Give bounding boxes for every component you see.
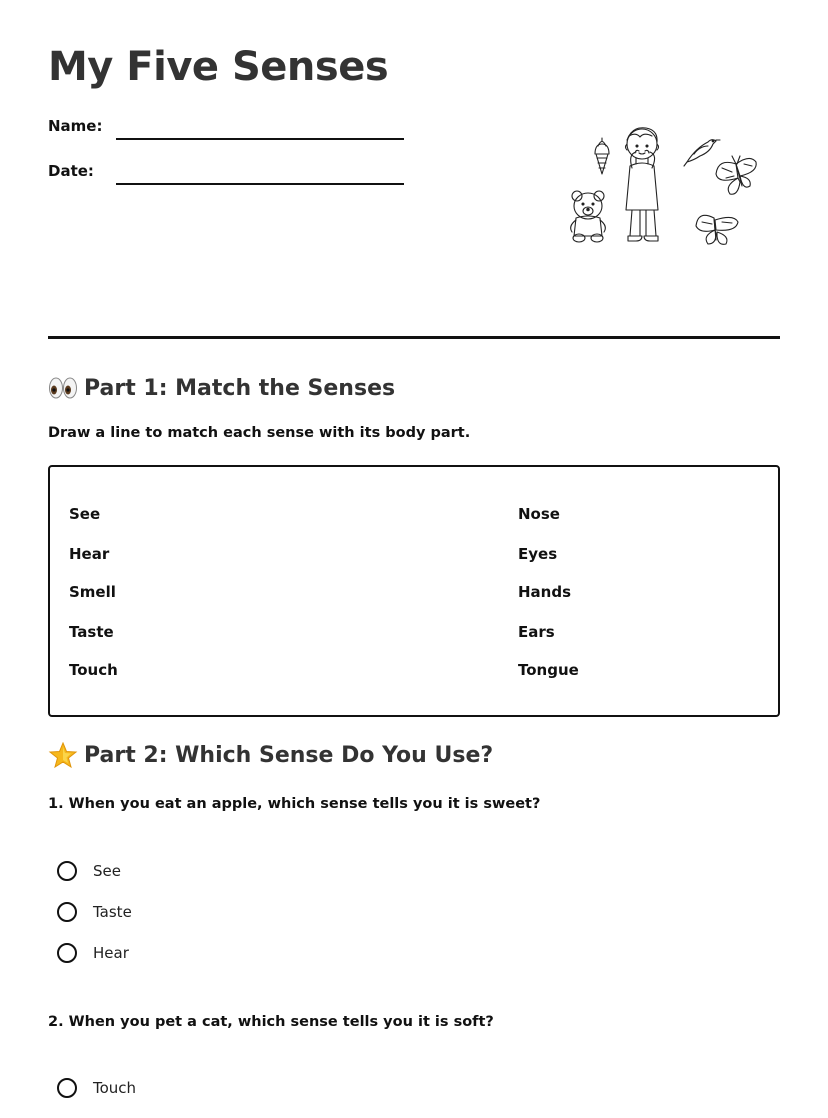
part1-instruction: Draw a line to match each sense with its body part. [48,425,471,441]
name-label: Name: [48,117,103,135]
option-label: See [93,862,121,880]
option-label: Hear [93,944,129,962]
radio-button[interactable] [57,861,77,881]
question-2-text: 2. When you pet a cat, which sense tells you it is soft? [48,1014,494,1030]
header-divider [48,336,780,339]
part2-title: Part 2: Which Sense Do You Use? [84,742,494,768]
sense-item-taste: Taste [69,623,114,641]
body-part-item-hands: Hands [518,583,572,601]
page-title: My Five Senses [48,44,389,90]
body-part-item-nose: Nose [518,505,560,523]
butterfly-icon [716,156,756,194]
sense-item-hear: Hear [69,545,110,563]
sense-item-touch: Touch [69,661,118,679]
date-field[interactable] [116,183,404,185]
body-part-item-ears: Ears [518,623,555,641]
radio-button[interactable] [57,1078,77,1098]
question-1-option-hear[interactable] [57,940,129,966]
teddy-bear-icon [571,191,606,242]
name-field[interactable] [116,138,404,140]
matching-box [48,465,780,717]
part2-heading [48,742,493,768]
sense-item-smell: Smell [69,583,116,601]
senses-illustration [566,122,766,252]
body-part-item-eyes: Eyes [518,545,558,563]
question-2-option-touch[interactable] [57,1075,136,1101]
body-part-item-tongue: Tongue [518,661,579,679]
radio-button[interactable] [57,902,77,922]
date-label: Date: [48,162,94,180]
star-icon [48,742,78,768]
question-1-option-taste[interactable] [57,899,132,925]
question-1-text: 1. When you eat an apple, which sense tells you it is sweet? [48,796,541,812]
sense-item-see: See [69,505,101,523]
butterfly-icon [696,215,738,244]
child-icon [626,128,659,241]
part1-title: Part 1: Match the Senses [84,375,396,401]
option-label: Taste [93,903,132,921]
radio-button[interactable] [57,943,77,963]
question-1-option-see[interactable] [57,858,121,884]
ice-cream-icon [595,138,609,174]
bird-icon [684,140,720,166]
eyes-icon [48,375,78,401]
part1-heading [48,375,395,401]
option-label: Touch [93,1079,137,1097]
